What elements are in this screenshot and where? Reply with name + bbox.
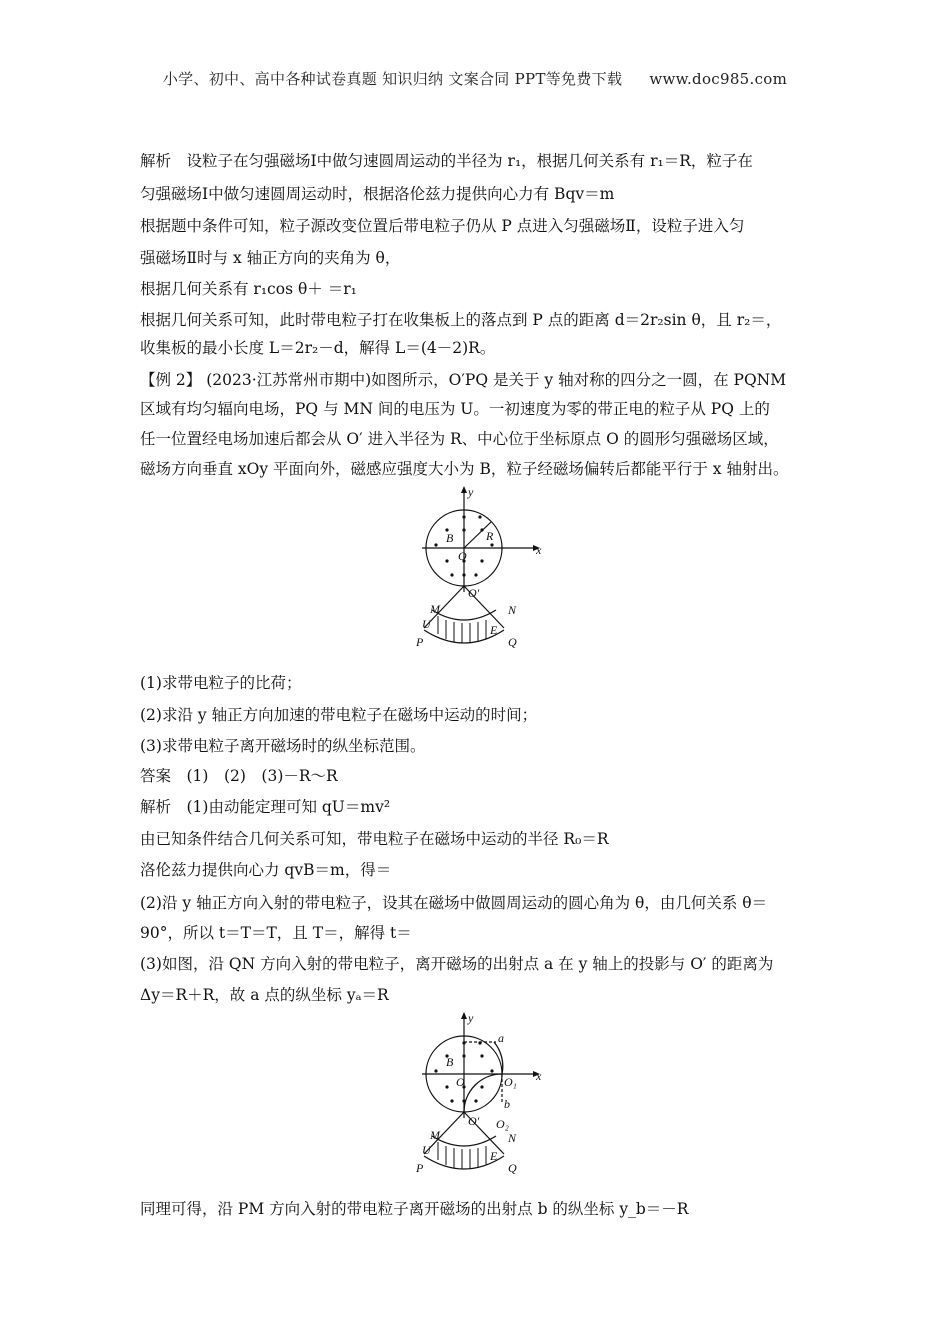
label-B: B (446, 1055, 454, 1069)
text-line: 洛伦兹力提供向心力 qvB＝m，得＝ (140, 861, 392, 879)
label-O1: O₁ (504, 1075, 517, 1089)
question-1: (1)求带电粒子的比荷； (140, 674, 302, 692)
text-line: 由已知条件结合几何关系可知，带电粒子在磁场中运动的半径 R₀＝R (140, 830, 609, 848)
text-line: (3)如图，沿 QN 方向入射的带电粒子，离开磁场的出射点 a 在 y 轴上的投影与 O′ 的距离为 (140, 955, 774, 973)
text-line: 收集板的最小长度 L＝2r₂－d，解得 L＝(4－2)R。 (140, 339, 496, 357)
figure-2 (416, 1010, 552, 1180)
figure-1 (416, 484, 552, 654)
header-url: www.doc985.com (649, 70, 788, 88)
text-line: (2)沿 y 轴正方向入射的带电粒子，设其在磁场中做圆周运动的圆心角为 θ，由几何关系 θ＝ (140, 894, 768, 912)
label-E: E (490, 623, 498, 637)
label-x: x (536, 1069, 542, 1083)
question-3: (3)求带电粒子离开磁场时的纵坐标范围。 (140, 737, 426, 755)
label-O2: O₂ (496, 1117, 509, 1131)
label-O-prime: O′ (468, 586, 480, 600)
label-R: R (486, 529, 494, 543)
text-line: 根据几何关系有 r₁cos θ＋ ＝r₁ (140, 280, 357, 298)
text-line: 任一位置经电场加速后都会从 O′ 进入半径为 R、中心位于坐标原点 O 的圆形匀强磁场区域， (140, 430, 779, 448)
text-line: 同理可得，沿 PM 方向入射的带电粒子离开磁场的出射点 b 的纵坐标 y_b＝－R (140, 1200, 689, 1218)
label-Q: Q (508, 1161, 517, 1175)
text-line: 强磁场Ⅱ时与 x 轴正方向的夹角为 θ， (140, 249, 401, 267)
text-line: 区域有均匀辐向电场，PQ 与 MN 间的电压为 U。一初速度为零的带正电的粒子从 PQ 上的 (140, 400, 770, 418)
label-P: P (416, 1161, 424, 1175)
label-x: x (536, 543, 542, 557)
text-line: 解析 (1)由动能定理可知 qU＝mv² (140, 798, 391, 816)
label-E: E (490, 1149, 498, 1163)
page-header (0, 68, 950, 89)
label-b: b (504, 1097, 510, 1111)
text-line: 解析 设粒子在匀强磁场Ⅰ中做匀速圆周运动的半径为 r₁，根据几何关系有 r₁＝R，粒子在 (140, 152, 753, 170)
answer-line: 答案 (1) (2) (3)－R～R (140, 767, 338, 785)
text-line: 90°，所以 t＝T＝T，且 T＝，解得 t＝ (140, 924, 412, 942)
label-y: y (468, 485, 474, 499)
label-M: M (430, 602, 440, 616)
text-line: Δy＝R＋R，故 a 点的纵坐标 yₐ＝R (140, 986, 389, 1004)
text-line: 匀强磁场Ⅰ中做匀速圆周运动时，根据洛伦兹力提供向心力有 Bqv＝m (140, 185, 615, 203)
label-U: U (422, 617, 431, 631)
label-O: O (456, 1075, 465, 1089)
label-N: N (508, 603, 517, 617)
example-heading: 【例 2】 (2023·江苏常州市期中)如图所示，O′PQ 是关于 y 轴对称的四分之一圆，在 PQNM (140, 371, 787, 389)
label-Q: Q (508, 635, 517, 649)
label-a: a (498, 1031, 504, 1045)
text-line: 根据几何关系可知，此时带电粒子打在收集板上的落点到 P 点的距离 d＝2r₂sin θ，且 r₂＝， (140, 311, 782, 329)
label-O: O (458, 549, 467, 563)
text-line: 根据题中条件可知，粒子源改变位置后带电粒子仍从 P 点进入匀强磁场Ⅱ，设粒子进入匀 (140, 217, 745, 235)
text-line: 磁场方向垂直 xOy 平面向外，磁感应强度大小为 B，粒子经磁场偏转后都能平行于 x 轴射出。 (140, 460, 789, 478)
label-N: N (508, 1131, 517, 1145)
label-P: P (416, 635, 424, 649)
label-O-prime: O′ (468, 1114, 480, 1128)
label-U: U (422, 1143, 431, 1157)
header-text: 小学、初中、高中各种试卷真题 知识归纳 文案合同 PPT等免费下载 (162, 70, 623, 88)
label-M: M (430, 1128, 440, 1142)
label-B: B (446, 531, 454, 545)
question-2: (2)求沿 y 轴正方向加速的带电粒子在磁场中运动的时间； (140, 706, 538, 724)
label-y: y (468, 1011, 474, 1025)
